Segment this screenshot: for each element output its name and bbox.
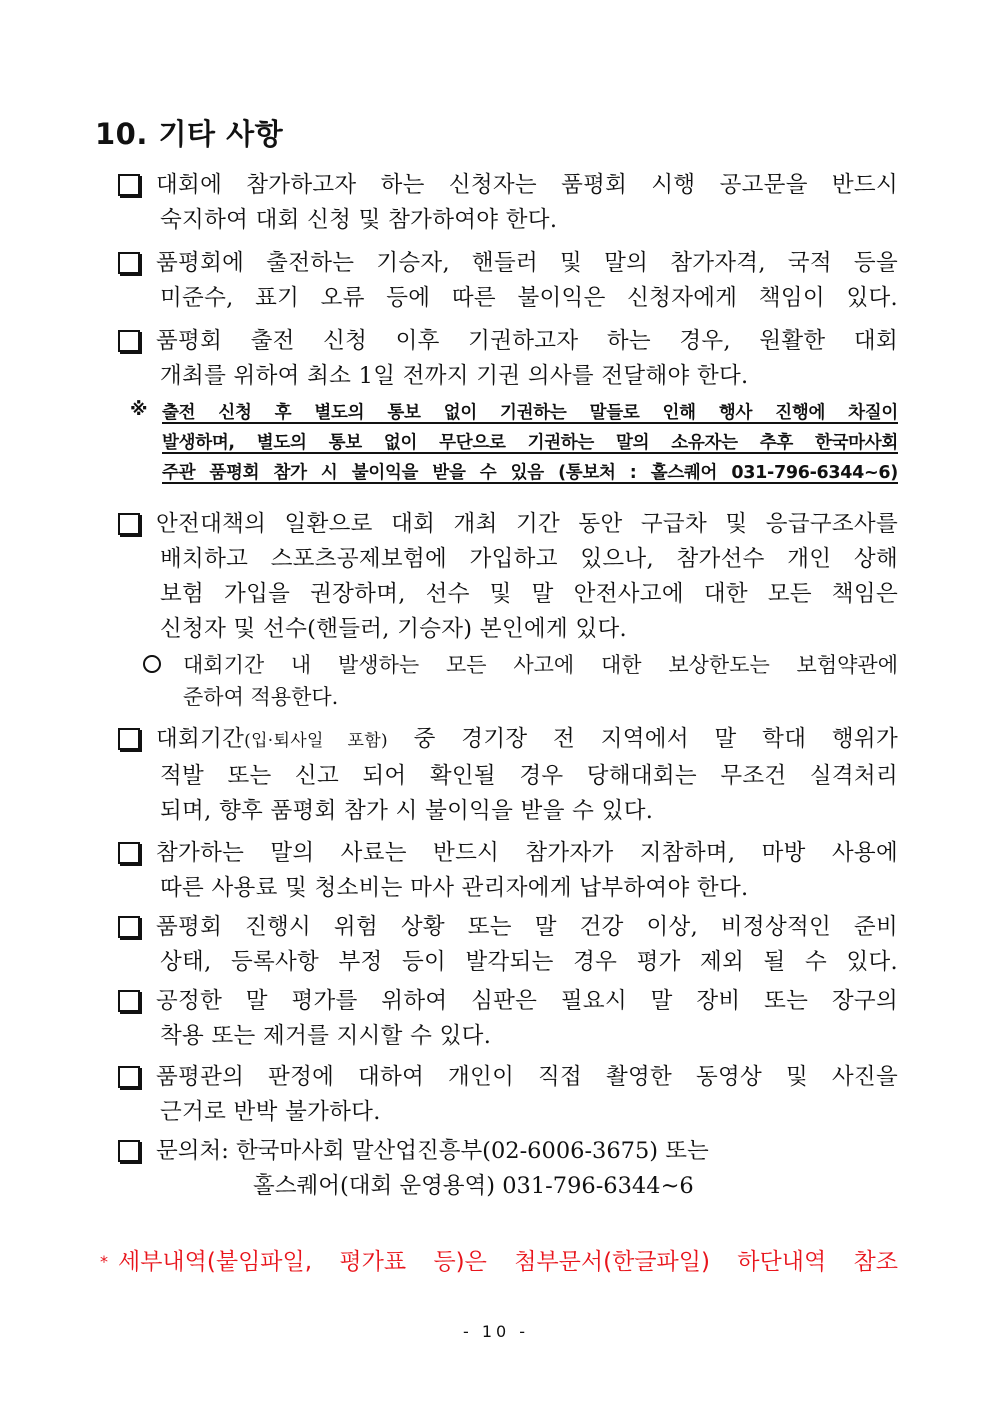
item-line: 보험 가입을 권장하며, 선수 및 말 안전사고에 대한 모든 책임은 [160,581,898,607]
item-line: 품평관의 판정에 대하여 개인이 직접 촬영한 동영상 및 사진을 [156,1064,898,1090]
checkbox-icon [118,916,140,938]
item-line: 착용 또는 제거를 지시할 수 있다. [160,1023,492,1049]
item-line: 따른 사용료 및 청소비는 마사 관리자에게 납부하여야 한다. [160,875,749,901]
warning-line: 출전 신청 후 별도의 통보 없이 기권하는 말들로 인해 행사 진행에 차질이 [162,403,898,423]
item-line-part-small: (입·퇴사일 포함) [244,731,388,751]
list-item [118,246,898,316]
checkbox-icon [118,1066,140,1088]
contact-line: 문의처: 한국마사회 말산업진흥부(02-6006-3675) 또는 [156,1138,709,1164]
asterisk-icon: * [100,1252,108,1271]
item-line: 신청자 및 선수(핸들러, 기승자) 본인에게 있다. [160,616,627,642]
checkbox-icon [118,513,140,535]
checkbox-icon [118,728,140,750]
checkbox-icon [118,174,140,196]
item-line: 안전대책의 일환으로 대회 개최 기간 동안 구급차 및 응급구조사를 [156,511,898,537]
item-line: 근거로 반박 불가하다. [160,1099,381,1125]
checkbox-icon [118,842,140,864]
list-item [118,1060,898,1130]
list-item [118,836,898,906]
item-line: 품평회에 출전하는 기승자, 핸들러 및 말의 참가자격, 국적 등을 [156,250,898,276]
item-line: 적발 또는 신고 되어 확인될 경우 당해대회는 무조건 실격처리 [160,763,898,789]
item-line: 상태, 등록사항 부정 등이 발각되는 경우 평가 제외 될 수 있다. [160,949,899,975]
list-item [118,910,898,980]
item-line: 참가하는 말의 사료는 반드시 참가자가 지참하며, 마방 사용에 [156,840,898,866]
item-line: 배치하고 스포츠공제보험에 가입하고 있으나, 참가선수 개인 상해 [160,546,898,572]
contact-info [118,1134,898,1204]
item-line [156,722,898,759]
warning-note [130,398,898,488]
warning-line: 주관 품평회 참가 시 불이익을 받을 수 있음 (통보처 : 홀스퀘어 031-796-6344~6) [162,463,898,483]
list-item [118,722,898,829]
page-number: - 10 - [462,1322,530,1341]
item-line: 대회에 참가하고자 하는 신청자는 품평회 시행 공고문을 반드시 [156,172,898,198]
list-item [118,984,898,1054]
item-line-part: 대회기간 [156,726,245,752]
sub-note-line: 준하여 적용한다. [183,685,339,709]
contact-line: 홀스퀘어(대회 운영용역) 031-796-6344~6 [253,1173,694,1199]
item-line: 개최를 위하여 최소 1일 전까지 기권 의사를 전달해야 한다. [160,363,749,389]
item-line: 품평회 진행시 위험 상황 또는 말 건강 이상, 비정상적인 준비 [156,914,898,940]
list-item [118,507,898,647]
checkbox-icon [118,990,140,1012]
item-line: 숙지하여 대회 신청 및 참가하여야 한다. [160,207,558,233]
checkbox-icon [118,1140,140,1162]
sub-note [143,649,898,713]
sub-note-line: 대회기간 내 발생하는 모든 사고에 대한 보상한도는 보험약관에 [183,653,898,677]
checkbox-icon [118,330,140,352]
attachment-note [100,1243,898,1276]
item-line: 품평회 출전 신청 이후 기권하고자 하는 경우, 원활한 대회 [156,328,898,354]
item-line: 미준수, 표기 오류 등에 따른 불이익은 신청자에게 책임이 있다. [160,285,898,311]
list-item [118,324,898,394]
list-item [118,168,898,238]
reference-mark-icon: ※ [130,399,148,420]
attachment-note-text: 세부내역(붙임파일, 평가표 등)은 첨부문서(한글파일) 하단내역 참조 [118,1249,898,1275]
section-heading: 10. 기타 사항 [95,117,284,151]
item-line-part: 중 경기장 전 지역에서 말 학대 행위가 [387,726,898,752]
item-line: 공정한 말 평가를 위하여 심판은 필요시 말 장비 또는 장구의 [156,988,898,1014]
item-line: 되며, 향후 품평회 참가 시 불이익을 받을 수 있다. [160,798,654,824]
warning-line: 발생하며, 별도의 통보 없이 무단으로 기권하는 말의 소유자는 추후 한국마사회 [162,433,898,453]
checkbox-icon [118,252,140,274]
circle-bullet-icon [143,655,161,673]
